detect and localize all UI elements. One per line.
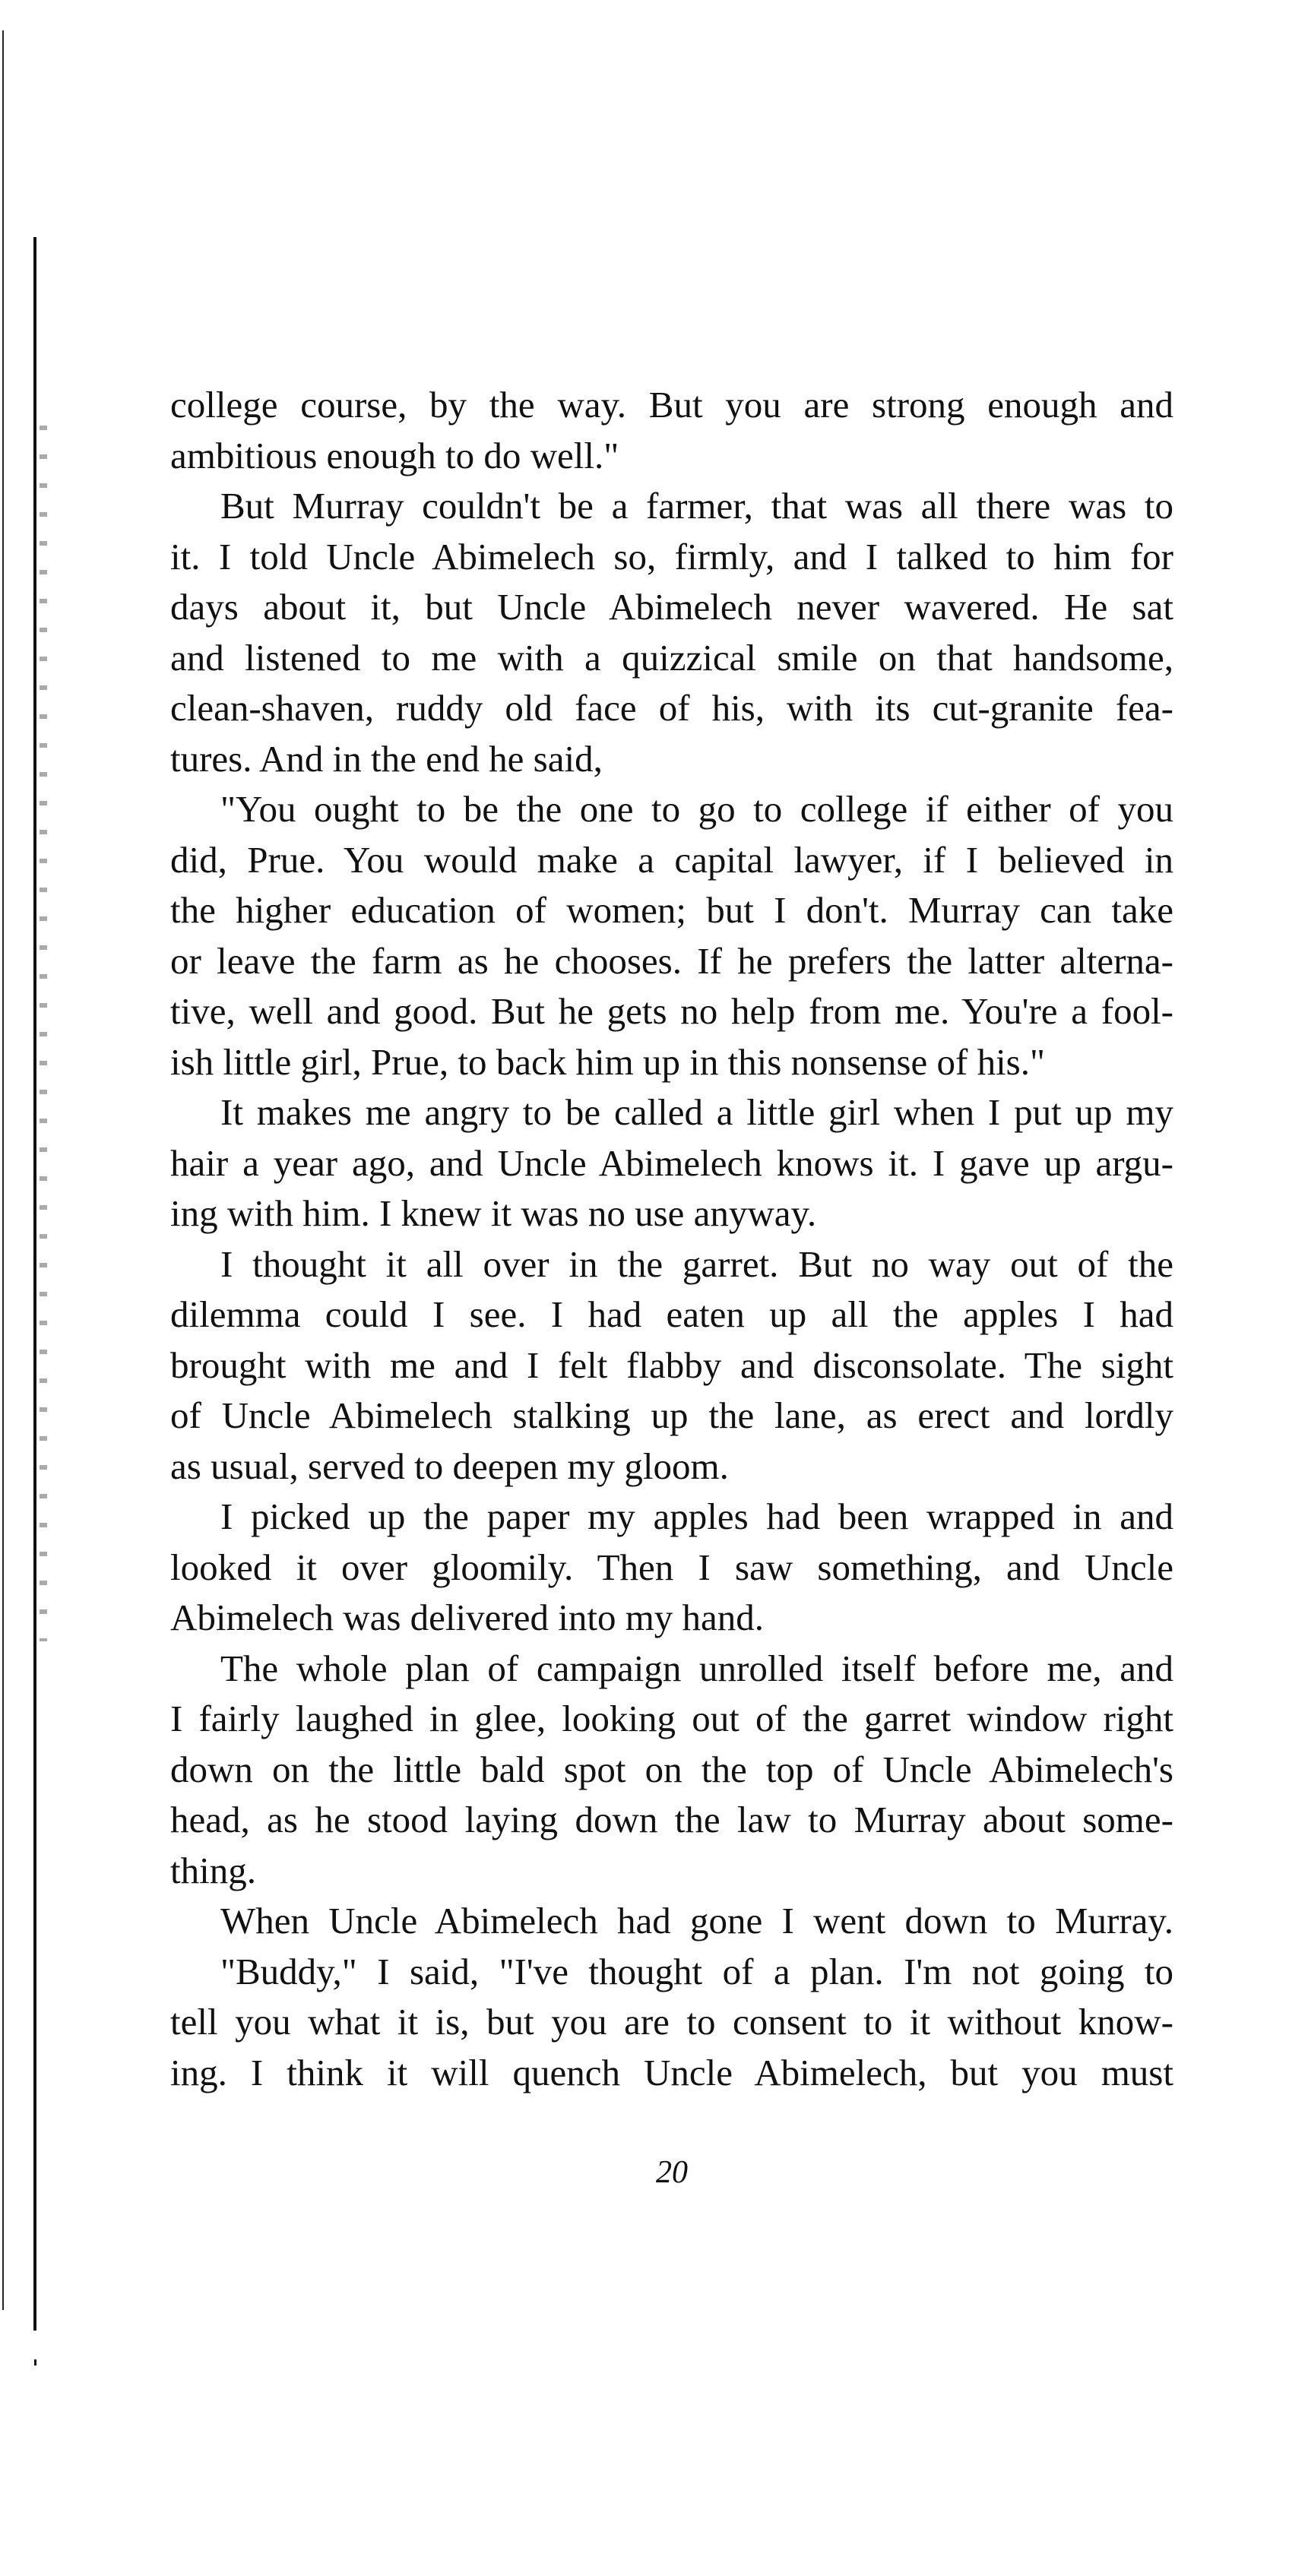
scan-specks [40,426,47,1641]
text-line: tive, well and good. But he gets no help from me. You're a fool- [170,990,1173,1032]
text-line: ing. I think it will quench Uncle Abimelech, but you must [170,2051,1173,2093]
binding-gutter-line [33,237,36,2331]
page-number: 20 [656,2155,688,2190]
text-line: Abimelech was delivered into my hand. [170,1597,765,1638]
text-line: tures. And in the end he said, [170,737,603,780]
text-line: and listened to me with a quizzical smile on that handsome, [170,636,1173,679]
text-line: ing with him. I knew it was no use anyway. [170,1192,817,1234]
binding-gutter-mark [34,2359,36,2366]
text-line: dilemma could I see. I had eaten up all the apples I had [170,1293,1173,1335]
text-line: tell you what it is, but you are to consent to it without know- [170,2001,1173,2043]
text-line: down on the little bald spot on the top of Uncle Abimelech's [170,1748,1173,1790]
text-line: as usual, served to deepen my gloom. [170,1445,729,1487]
text-line: It makes me angry to be called a little girl when I put up my [220,1091,1173,1133]
text-line: When Uncle Abimelech had gone I went down to Murray. [220,1900,1173,1941]
text-line: "You ought to be the one to go to college if either of you [220,788,1173,830]
body-text [170,380,1173,2098]
text-line: The whole plan of campaign unrolled itself before me, and [220,1647,1173,1689]
text-line: ish little girl, Prue, to back him up in this nonsense of his." [170,1040,1045,1083]
text-line: the higher education of women; but I don't. Murray can take [170,889,1173,931]
text-line: But Murray couldn't be a farmer, that was all there was to [220,485,1173,527]
text-line: brought with me and I felt flabby and disconsolate. The sight [170,1343,1173,1386]
text-line: "Buddy," I said, "I've thought of a plan. I'm not going to [220,1950,1173,1992]
text-line: looked it over gloomily. Then I saw something, and Uncle [170,1546,1173,1588]
page-edge-line [2,30,4,2310]
text-line: I fairly laughed in glee, looking out of the garret window right [170,1698,1173,1739]
text-line: it. I told Uncle Abimelech so, firmly, and I talked to him for [170,535,1173,578]
text-line: I picked up the paper my apples had been wrapped in and [220,1495,1173,1537]
text-line: ambitious enough to do well." [170,434,619,476]
text-line: days about it, but Uncle Abimelech never wavered. He sat [170,586,1173,628]
text-line: clean-shaven, ruddy old face of his, with its cut-granite fea- [170,687,1173,729]
text-line: thing. [170,1849,256,1891]
text-line: I thought it all over in the garret. But no way out of the [220,1242,1173,1285]
text-line: or leave the farm as he chooses. If he prefers the latter alterna- [170,939,1173,982]
text-line: did, Prue. You would make a capital lawyer, if I believed in [170,838,1173,881]
text-line: college course, by the way. But you are strong enough and [170,384,1173,426]
text-line: head, as he stood laying down the law to Murray about some- [170,1799,1173,1840]
text-line: hair a year ago, and Uncle Abimelech knows it. I gave up argu- [170,1141,1173,1184]
text-line: of Uncle Abimelech stalking up the lane, as erect and lordly [170,1394,1173,1436]
